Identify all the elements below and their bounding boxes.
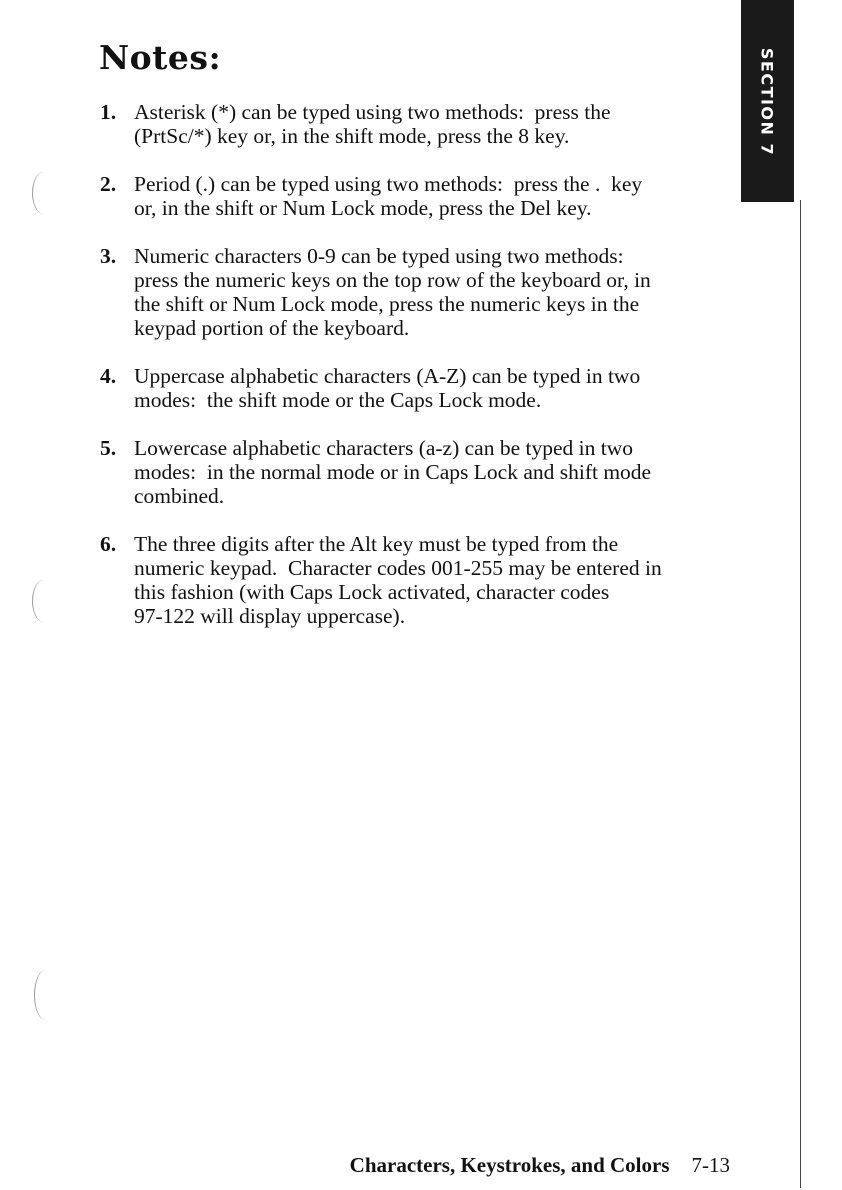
note-text-line: modes: the shift mode or the Caps Lock mode. <box>134 388 542 412</box>
note-item <box>100 436 730 508</box>
note-number: 5. <box>100 436 117 460</box>
section-tab-label: SECTION 7 <box>757 47 777 157</box>
page-footer <box>350 1153 730 1178</box>
note-item <box>100 532 730 628</box>
note-text-line: combined. <box>134 484 225 508</box>
note-text-line: this fashion (with Caps Lock activated, character codes <box>134 580 610 604</box>
note-text-line: or, in the shift or Num Lock mode, press the Del key. <box>134 196 592 220</box>
binder-hole-mark <box>32 172 55 214</box>
note-text-line: the shift or Num Lock mode, press the numeric keys in the <box>134 292 640 316</box>
page-title: Notes: <box>99 38 222 77</box>
note-number: 4. <box>100 364 117 388</box>
note-text-line: Uppercase alphabetic characters (A-Z) can be typed in two <box>134 364 641 388</box>
note-number: 2. <box>100 172 117 196</box>
page-number: 7-13 <box>691 1153 730 1177</box>
note-item <box>100 244 730 340</box>
note-item <box>100 172 730 220</box>
notes-list <box>100 100 730 652</box>
note-text-line: Lowercase alphabetic characters (a-z) can be typed in two <box>134 436 634 460</box>
note-text-line: press the numeric keys on the top row of the keyboard or, in <box>134 268 651 292</box>
note-text-line: Period (.) can be typed using two methods: press the . key <box>134 172 643 196</box>
binder-hole-mark <box>34 970 57 1020</box>
note-item <box>100 100 730 148</box>
section-tab <box>741 0 794 202</box>
note-text-line: Numeric characters 0-9 can be typed using two methods: <box>134 244 624 268</box>
note-item <box>100 364 730 412</box>
note-text-line: 97-122 will display uppercase). <box>134 604 406 628</box>
note-text-line: keypad portion of the keyboard. <box>134 316 410 340</box>
note-number: 3. <box>100 244 117 268</box>
note-number: 6. <box>100 532 117 556</box>
footer-title: Characters, Keystrokes, and Colors <box>349 1153 670 1177</box>
note-text-line: Asterisk (*) can be typed using two methods: press the <box>134 100 611 124</box>
note-text-line: The three digits after the Alt key must be typed from the <box>134 532 619 556</box>
binder-hole-mark <box>32 580 55 622</box>
note-number: 1. <box>100 100 117 124</box>
page-edge-line <box>800 200 801 1188</box>
note-text-line: numeric keypad. Character codes 001-255 may be entered in <box>134 556 662 580</box>
note-text-line: (PrtSc/*) key or, in the shift mode, press the 8 key. <box>134 124 570 148</box>
note-text-line: modes: in the normal mode or in Caps Lock and shift mode <box>134 460 652 484</box>
